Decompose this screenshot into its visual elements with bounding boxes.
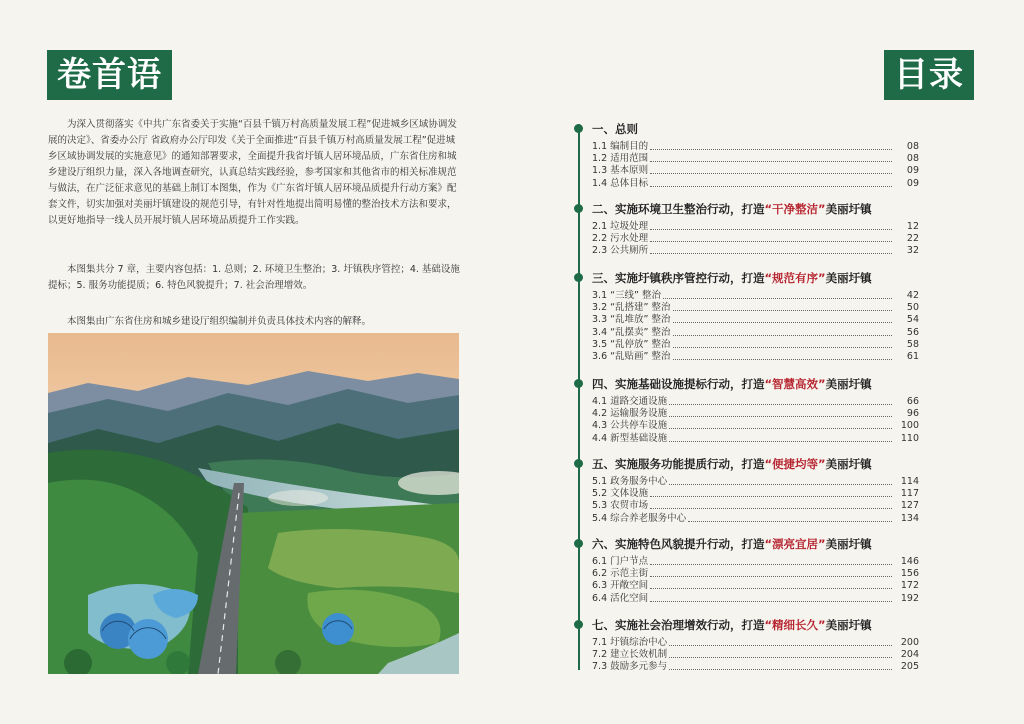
section-title-suffix: 美丽圩镇 (825, 377, 872, 391)
toc-entry-label: 3.3 “乱堆放” 整治 (592, 314, 671, 326)
toc-entry[interactable] (592, 221, 919, 233)
toc-entry[interactable] (592, 513, 919, 525)
toc-page-number: 172 (900, 580, 919, 592)
section-title-highlight: “智慧高效” (764, 377, 826, 391)
toc-entry-label: 4.4 新型基础设施 (592, 432, 668, 444)
dot-leader (669, 404, 892, 405)
toc-entry-label: 1.2 适用范围 (592, 153, 649, 165)
toc-entry[interactable] (592, 593, 919, 605)
toc-entry-label: 6.2 示范主街 (592, 568, 649, 580)
toc-entry-label: 5.3 农贸市场 (592, 500, 649, 512)
toc-entry[interactable] (592, 302, 919, 314)
toc-section (578, 376, 918, 445)
toc-entry[interactable] (592, 141, 919, 153)
dot-leader (669, 669, 892, 670)
toc-entry[interactable] (592, 433, 919, 445)
section-title-suffix: 美丽圩镇 (825, 202, 872, 216)
toc-entry[interactable] (592, 178, 919, 190)
toc-section-title (592, 617, 872, 633)
dot-leader (650, 173, 892, 174)
preface-title: 卷首语 (47, 50, 172, 100)
section-title-highlight: “干净整洁” (764, 202, 826, 216)
toc-page-number: 110 (900, 432, 919, 444)
toc-entry-label: 4.3 公共停车设施 (592, 420, 668, 432)
toc-entry[interactable] (592, 420, 919, 432)
section-title-text: 六、实施特色风貌提升行动，打造 (592, 537, 765, 551)
section-title-highlight: “规范有序” (764, 271, 826, 285)
toc-entry-label: 5.4 综合养老服务中心 (592, 512, 687, 524)
toc-entry[interactable] (592, 396, 919, 408)
toc-section-title (592, 201, 872, 217)
toc-page-number: 08 (906, 141, 919, 152)
section-title-suffix: 美丽圩镇 (825, 537, 872, 551)
dot-leader (650, 186, 892, 187)
toc-page-number: 50 (906, 302, 919, 314)
toc-section-title (592, 376, 872, 392)
dot-leader (650, 601, 892, 602)
section-title-text: 三、实施圩镇秩序管控行动，打造 (592, 271, 765, 285)
dot-leader (650, 161, 892, 162)
dot-leader (669, 657, 892, 658)
toc-page-number: 56 (906, 326, 919, 338)
toc-entry[interactable] (592, 556, 919, 568)
toc-entry-label: 2.1 垃圾处理 (592, 221, 649, 232)
toc-entry[interactable] (592, 351, 919, 363)
dot-leader (650, 253, 892, 254)
dot-leader (650, 576, 892, 577)
intro-paragraph: 本图集共分 7 章，主要内容包括：1. 总则；2. 环境卫生整治；3. 圩镇秩序管控；4. 基础设施提标；5. 服务功能提质；6. 特色风貌提升；7. 社会治理增效。 (48, 264, 460, 291)
intro-paragraph: 本图集由广东省住房和城乡建设厅组织编制并负责具体技术内容的解释。 (67, 316, 372, 327)
toc-page-number: 58 (906, 338, 919, 350)
toc-page-number: 66 (906, 396, 919, 407)
section-title-suffix: 美丽圩镇 (825, 271, 872, 285)
toc-page-number: 32 (906, 245, 919, 257)
toc-section-title (592, 121, 638, 137)
toc-entry[interactable] (592, 233, 919, 245)
toc-entry-label: 3.1 “三线” 整治 (592, 290, 661, 301)
toc-section (578, 456, 918, 525)
intro-paragraph: 为深入贯彻落实《中共广东省委关于实施“百县千镇万村高质量发展工程”促进城乡区域协调发展的决定》、省委办公厅 省政府办公厅印发《关于全面推进“百县千镇万村高质量发展工程”促进城乡区域协调发展的实施意见》的通知部署要求，全面提升我省圩镇人居环境品质，广东省住房和城乡建设厅组织力量，深入各地调查研究，认真总结实践经验，参考国家和其他省市的相关标准规范与做法，在广泛征求意见的基础上制订本图集，作为《广东省圩镇人居环境品质提升行动方案》配套文件，切实加强对美丽圩镇建设的规范引导，有针对性地提出简明易懂的整治技术方法和要求，以更好地指导一线人员开展圩镇人居环境品质提升工作实践。 (48, 119, 457, 226)
dot-leader (650, 149, 892, 150)
toc-page-number: 192 (900, 592, 919, 604)
aerial-town-photo (48, 333, 459, 674)
toc-page-number: 127 (900, 500, 919, 512)
toc-page-number: 96 (906, 408, 919, 420)
toc-entry-label: 6.1 门户节点 (592, 556, 649, 567)
dot-leader (669, 441, 892, 442)
section-title-text: 四、实施基础设施提标行动，打造 (592, 377, 765, 391)
dot-leader (650, 496, 892, 497)
section-title-text: 二、实施环境卫生整治行动，打造 (592, 202, 765, 216)
toc-entry[interactable] (592, 339, 919, 351)
toc-entry-label: 5.1 政务服务中心 (592, 476, 668, 487)
toc-entry-label: 7.3 鼓励多元参与 (592, 661, 668, 673)
toc-entry[interactable] (592, 314, 919, 326)
toc-page-number: 22 (906, 233, 919, 245)
dot-leader (688, 521, 892, 522)
toc-entry[interactable] (592, 661, 919, 673)
dot-leader (673, 359, 893, 360)
dot-leader (650, 229, 892, 230)
dot-leader (663, 298, 892, 299)
section-title-suffix: 美丽圩镇 (825, 618, 872, 632)
toc-section (578, 121, 918, 190)
toc-section (578, 617, 918, 674)
dot-leader (650, 564, 892, 565)
section-title-highlight: “漂亮宜居” (764, 537, 826, 551)
dot-leader (673, 335, 893, 336)
section-title-highlight: “便捷均等” (764, 457, 826, 471)
toc-page-number: 200 (900, 637, 919, 648)
toc-page-number: 12 (906, 221, 919, 232)
toc-entry[interactable] (592, 500, 919, 512)
toc-page-number: 42 (906, 290, 919, 301)
timeline-dot (574, 379, 583, 388)
toc-entry-label: 5.2 文体设施 (592, 488, 649, 500)
toc-entry-label: 3.4 “乱摆卖” 整治 (592, 326, 671, 338)
dot-leader (650, 241, 892, 242)
toc-page-number: 09 (906, 165, 919, 177)
toc-entry[interactable] (592, 165, 919, 177)
toc-entry[interactable] (592, 327, 919, 339)
section-title-text: 一、总则 (592, 122, 638, 136)
toc-entry-label: 2.2 污水处理 (592, 233, 649, 245)
dot-leader (669, 484, 892, 485)
dot-leader (673, 347, 893, 348)
toc-entry[interactable] (592, 476, 919, 488)
toc-entry-label: 3.6 “乱贴画” 整治 (592, 351, 671, 362)
toc-section (578, 201, 918, 258)
toc-entry-label: 2.3 公共厕所 (592, 245, 649, 257)
timeline-dot (574, 620, 583, 629)
toc-entry[interactable] (592, 637, 919, 649)
toc-page-number: 100 (900, 420, 919, 432)
timeline-dot (574, 273, 583, 282)
toc-page-number: 146 (900, 556, 919, 567)
toc-entry[interactable] (592, 568, 919, 580)
toc-entry-label: 6.4 活化空间 (592, 592, 649, 604)
toc-page-number: 08 (906, 153, 919, 165)
toc-section-title (592, 270, 872, 286)
toc-page-number: 134 (900, 512, 919, 524)
dot-leader (669, 428, 892, 429)
toc-entry[interactable] (592, 245, 919, 257)
toc-page-number: 117 (900, 488, 919, 500)
dot-leader (650, 588, 892, 589)
toc-page-number: 61 (906, 351, 919, 362)
dot-leader (673, 310, 893, 311)
section-title-text: 七、实施社会治理增效行动，打造 (592, 618, 765, 632)
dot-leader (669, 416, 892, 417)
toc-entry-label: 3.2 “乱搭建” 整治 (592, 302, 671, 314)
toc-page-number: 114 (900, 476, 919, 487)
toc-entry[interactable] (592, 580, 919, 592)
toc-page-number: 204 (900, 649, 919, 661)
section-title-suffix: 美丽圩镇 (825, 457, 872, 471)
toc-entry-label: 7.1 圩镇综治中心 (592, 637, 668, 648)
dot-leader (669, 645, 892, 646)
toc-page-number: 205 (900, 661, 919, 673)
timeline-dot (574, 459, 583, 468)
section-title-text: 五、实施服务功能提质行动，打造 (592, 457, 765, 471)
toc-entry-label: 1.3 基本原则 (592, 165, 649, 177)
timeline-dot (574, 204, 583, 213)
timeline-dot (574, 539, 583, 548)
toc-section-title (592, 536, 872, 552)
toc-page-number: 54 (906, 314, 919, 326)
toc-entry-label: 4.1 道路交通设施 (592, 396, 668, 407)
toc-entry[interactable] (592, 290, 919, 302)
toc-section-title (592, 456, 872, 472)
timeline-dot (574, 124, 583, 133)
dot-leader (650, 508, 892, 509)
dot-leader (673, 322, 893, 323)
toc-entry[interactable] (592, 488, 919, 500)
toc-entry-label: 7.2 建立长效机制 (592, 649, 668, 661)
toc-entry-label: 4.2 运输服务设施 (592, 408, 668, 420)
section-title-highlight: “精细长久” (764, 618, 826, 632)
toc-page-number: 09 (906, 177, 919, 189)
toc-entry-label: 6.3 开敞空间 (592, 580, 649, 592)
toc-entry-label: 1.1 编制目的 (592, 141, 649, 152)
toc-page-number: 156 (900, 568, 919, 580)
toc-entry-label: 3.5 “乱停放” 整治 (592, 338, 671, 350)
toc-entry[interactable] (592, 408, 919, 420)
toc-section (578, 270, 918, 363)
toc-entry[interactable] (592, 649, 919, 661)
toc-entry-label: 1.4 总体目标 (592, 177, 649, 189)
toc-section (578, 536, 918, 605)
contents-title: 目录 (884, 50, 974, 100)
toc-entry[interactable] (592, 153, 919, 165)
